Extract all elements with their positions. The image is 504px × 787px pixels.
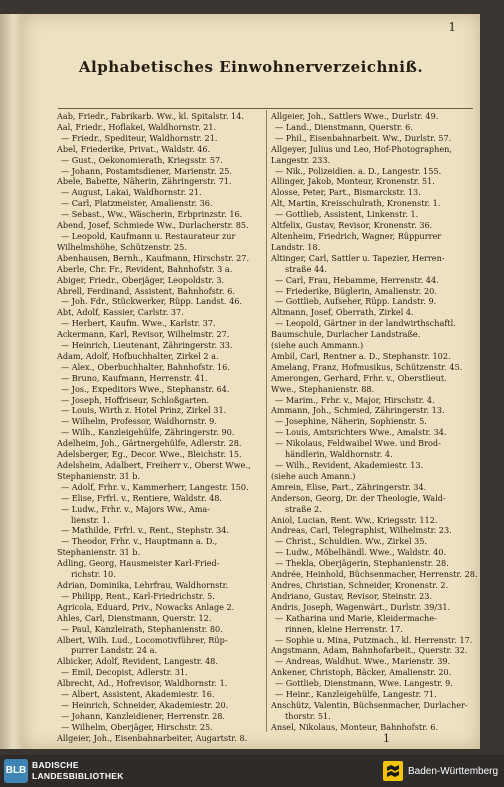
state-crest-icon <box>381 759 405 783</box>
directory-entry-line: — Carl, Frau, Hebamme, Herrenstr. 44. <box>275 274 439 285</box>
directory-entry-line: — Sophie u. Mina, Putzmach., kl. Herrenstr. 17. <box>275 634 473 645</box>
directory-entry-line: Andrée, Heinhold, Büchsenmacher, Herrenstr. 28. <box>271 569 478 580</box>
directory-entry-line: — Phil., Eisenbahnarbeit. Ww., Durlstr. 57. <box>275 132 452 143</box>
directory-entry-line: Abenhausen, Bernh., Kaufmann, Hirschstr. 27. <box>57 252 250 263</box>
directory-entry-line: — Gottlieb, Dienstmann, Wwe. Langestr. 9. <box>275 678 453 689</box>
directory-entry-line: — Ludw., Frhr. v., Majors Ww., Ama- <box>61 503 211 514</box>
directory-entry-line: Adelsberger, Eg., Decor. Wwe., Bleichstr. 15. <box>57 449 242 460</box>
directory-entry-line: — Alex., Oberbuchhalter, Bahnhofstr. 16. <box>61 361 230 372</box>
directory-entry-line: Andris, Joseph, Wagenwärt., Durlstr. 39/31. <box>271 601 451 612</box>
directory-entry-line: — Mathilde, Frfrl. v., Rent., Stephstr. 34. <box>61 525 230 536</box>
directory-entry-line: Angstmann, Adam, Bahnhofarbeit., Querstr. 32. <box>271 645 468 656</box>
directory-entry-line: — Katharina und Marie, Kleidermache- <box>275 612 437 623</box>
directory-entry-line: Altfelix, Gustav, Revisor, Kronenstr. 36. <box>271 220 433 231</box>
directory-entry-line: — Friedr., Spediteur, Waldhornstr. 21. <box>61 132 218 143</box>
directory-entry-line: — Elise, Frfrl. v., Rentiere, Waldstr. 48. <box>61 492 223 503</box>
directory-entry-line: — Wilhelm, Professor, Waldhornstr. 9. <box>61 416 217 427</box>
directory-entry-line: — Johann, Postamtsdiener, Marienstr. 25. <box>61 165 233 176</box>
directory-entry-line: — Paul, Kanzleirath, Stephanienstr. 80. <box>61 623 223 634</box>
directory-entry-line: — Johann, Kanzleidiener, Herrenstr. 28. <box>61 710 226 721</box>
directory-entry-line: Allgeier, Joh., Eisenbahnarbeiter, Augartstr. 8. <box>57 732 248 743</box>
directory-entry-line: Amerongen, Gerhard, Frhr. v., Oberstlieut. <box>271 372 447 383</box>
directory-entry-line: Agricola, Eduard, Priv., Nowacks Anlage 2. <box>57 601 235 612</box>
directory-entry-line: — Leopold, Kaufmann u. Restaurateur zur <box>61 230 236 241</box>
directory-entry-line: — Emil, Decopist, Adlerstr. 31. <box>61 667 188 678</box>
directory-entry-line: — Louis, Amtsrichters Wwe., Amalstr. 34. <box>275 427 447 438</box>
directory-entry-line: Abend, Josef, Schmiede Ww., Durlacherstr. 85. <box>57 220 249 231</box>
document-page <box>22 14 480 749</box>
directory-entry-line: Stephanienstr. 31 b. <box>57 547 141 558</box>
directory-entry-line: — Heinrich, Lieutenant, Zähringerstr. 33. <box>61 340 233 351</box>
directory-entry-line: purrer Landstr. 24 a. <box>71 645 158 656</box>
directory-entry-line: — Sebast., Ww., Wäscherin, Erbprinzstr. 16. <box>61 209 243 220</box>
page-title: Alphabetisches Einwohnerverzeichniß. <box>78 58 424 76</box>
directory-entry-line: Stephanienstr. 31 b. <box>57 470 141 481</box>
directory-entry-line: Wilhelmshöhe, Schützenstr. 25. <box>57 241 187 252</box>
directory-entry-line: Aberle, Chr. Fr., Revident, Bahnhofstr. 3 a. <box>57 263 233 274</box>
left-column <box>57 111 260 743</box>
directory-entry-line: — Friederike, Büglerin, Amalienstr. 20. <box>275 285 437 296</box>
directory-entry-line: Amrein, Elise, Part., Zähringerstr. 34. <box>271 481 427 492</box>
directory-entry-line: — Leopold, Gärtner in der landwirthschaftl. <box>275 318 456 329</box>
directory-entry-line: — Ludw., Möbelhändl. Wwe., Waldstr. 40. <box>275 547 447 558</box>
directory-entry-line: Anschütz, Valentin, Büchsenmacher, Durlacher- <box>271 699 468 710</box>
directory-entry-line: Allinger, Jakob, Monteur, Kronenstr. 51. <box>271 176 435 187</box>
book-spine <box>0 14 24 749</box>
directory-entry-line: — Theodor, Frhr. v., Hauptmann a. D., <box>61 536 218 547</box>
directory-entry-line: Abrell, Ferdinand, Assistent, Bahnhofstr. 6. <box>57 285 235 296</box>
title-rule <box>58 108 473 109</box>
directory-entry-line: — Wilhelm, Oberjäger, Hirschstr. 25. <box>61 721 213 732</box>
directory-entry-line: Abt, Adolf, Kassier, Carlstr. 37. <box>57 307 184 318</box>
directory-entry-line: Ackermann, Karl, Revisor, Wilhelmstr. 27. <box>57 329 230 340</box>
directory-entry-line: Altmann, Josef, Oberrath, Zirkel 4. <box>271 307 414 318</box>
directory-entry-line: Baumschule, Durlacher Landstraße. <box>271 329 421 340</box>
state-name: Baden-Württemberg <box>408 766 499 777</box>
directory-entry-line: — Andreas, Waldhut. Wwe., Marienstr. 39. <box>275 656 451 667</box>
library-name <box>32 760 124 782</box>
directory-entry-line: Ammann, Joh., Schmied, Zähringerstr. 13. <box>271 405 445 416</box>
directory-entry-line: händlerin, Waldhornstr. 4. <box>285 449 393 460</box>
directory-entry-line: — Carl, Platzmeister, Amalienstr. 36. <box>61 198 213 209</box>
directory-entry-line: — Louis, Wirth z. Hotel Prinz, Zirkel 31. <box>61 405 227 416</box>
directory-entry-line: — Thekla, Oberjägerin, Stephanienstr. 28. <box>275 558 449 569</box>
directory-entry-line: — Joh. Fdr., Stückwerker, Rüpp. Landst. 46. <box>61 296 243 307</box>
directory-entry-line: Amelang, Franz, Hofmusikus, Schützenstr. 45. <box>271 361 463 372</box>
library-name-line2: LANDESBIBLIOTHEK <box>32 771 124 781</box>
directory-entry-line: straße 44. <box>285 263 327 274</box>
directory-entry-line: Adelsheim, Adalbert, Freiherr v., Oberst Wwe., <box>57 460 251 470</box>
directory-entry-line: Andres, Christian, Schneider, Kronenstr. 2. <box>271 579 449 590</box>
directory-entry-line: Adrian, Dominika, Lehrfrau, Waldhornstr. <box>57 579 229 590</box>
directory-entry-line: (siehe auch Ammann.) <box>271 340 364 351</box>
page-number-bottom: 1 <box>383 732 390 745</box>
directory-entry-line: Adam, Adolf, Hofbuchhalter, Zirkel 2 a. <box>57 350 219 361</box>
directory-entry-line: Allgeier, Joh., Sattlers Wwe., Durlstr. 49. <box>271 111 439 121</box>
directory-entry-line: Anderson, Georg, Dr. der Theologie, Wald- <box>271 492 446 503</box>
directory-entry-line: Ankener, Christoph, Bäcker, Amalienstr. 20. <box>271 667 452 678</box>
directory-entry-line: — Nikolaus, Feldwaibel Wwe. und Brod- <box>275 438 441 449</box>
directory-entry-line: — Albert, Assistent, Akademiestr. 16. <box>61 689 215 700</box>
directory-entry-line: — Philipp, Rent., Karl-Friedrichstr. 5. <box>61 590 215 601</box>
directory-entry-line: Adelheim, Joh., Gärtnergehülfe, Adlerstr. 28. <box>57 438 242 449</box>
directory-entry-line: — Wilh., Revident, Akademiestr. 13. <box>275 460 424 470</box>
directory-entry-line: — Wilh., Kanzleigehülfe, Zähringerstr. 90. <box>61 427 235 438</box>
blb-logo: BLB <box>4 759 28 783</box>
directory-entry-line: (siehe auch Amann.) <box>271 470 356 481</box>
directory-entry-line: Abiger, Friedr., Oberjäger, Leopoldstr. 3. <box>57 274 225 285</box>
directory-entry-line: — Jos., Expeditors Wwe., Stephanstr. 64. <box>61 383 230 394</box>
directory-entry-line: Altenheim, Friedrich, Wagner, Rüppurrer <box>271 230 442 241</box>
directory-entry-line: Albert, Wilh. Lud., Locomotivführer, Rüp- <box>57 634 228 645</box>
directory-entry-line: Andriano, Gustav, Revisor, Steinstr. 23. <box>271 590 433 601</box>
directory-entry-line: — Bruno, Kaufmann, Herrenstr. 41. <box>61 372 208 383</box>
directory-entry-line: Alosse, Peter, Part., Bismarckstr. 13. <box>271 187 421 198</box>
directory-entry-line: — Gottlieb, Assistent, Linkenstr. 1. <box>275 209 419 220</box>
directory-entry-line: — Marim., Frhr. v., Major, Hirschstr. 4. <box>275 394 435 405</box>
directory-entry-line: Andreas, Carl, Telegraphist, Wilhelmstr. 23. <box>271 525 452 536</box>
directory-entry-line: richstr. 10. <box>71 569 116 580</box>
directory-entry-line: Aal, Friedr., Hoflakei, Waldhornstr. 21. <box>57 121 217 132</box>
directory-entry-line: Ahles, Carl, Dienstmann, Querstr. 12. <box>57 612 212 623</box>
directory-entry-line: Alt, Martin, Kreisschulrath, Kronenstr. 1. <box>271 198 441 209</box>
directory-entry-line: straße 2. <box>285 503 322 514</box>
right-column <box>271 111 478 732</box>
directory-entry-line: Adling, Georg, Hausmeister Karl-Fried- <box>57 558 220 569</box>
directory-entry-line: — Adolf, Frhr. v., Kammerherr, Langestr. 150. <box>61 481 249 492</box>
directory-entry-line: Albicker, Adolf, Revident, Langestr. 48. <box>57 656 218 667</box>
directory-entry-line: — Gottlieb, Aufseher, Rüpp. Landstr. 9. <box>275 296 437 307</box>
directory-entry-line: — Gust., Oekonomierath, Kriegsstr. 57. <box>61 154 223 165</box>
directory-entry-line: Aniol, Lucian, Rent. Ww., Kriegsstr. 112. <box>271 514 438 525</box>
directory-entry-line: — Christ., Schuldien. Ww., Zirkel 35. <box>275 536 428 547</box>
directory-entry-line: Albrecht, Ad., Hofrevisor, Waldhornstr. 1. <box>57 678 228 689</box>
directory-entry-line: — Land., Dienstmann, Querstr. 6. <box>275 121 413 132</box>
directory-entry-line: — Heinr., Kanzleigehülfe, Langestr. 71. <box>275 689 437 700</box>
directory-entry-line: thorstr. 51. <box>285 710 331 721</box>
column-divider <box>266 110 267 732</box>
directory-entry-line: Ansel, Nikolaus, Monteur, Bahnhofstr. 6. <box>271 721 439 732</box>
directory-entry-line: — Heinrich, Schneider, Akademiestr. 20. <box>61 699 229 710</box>
directory-entry-line: Wwe., Stephanienstr. 88. <box>271 383 375 394</box>
directory-entry-line: — Joseph, Hoffriseur, Schloßgarten. <box>61 394 210 405</box>
directory-entry-line: Aab, Friedr., Fabrikarb. Ww., kl. Spitalstr. 14. <box>57 111 244 121</box>
directory-entry-line: — Nik., Polizeidien. a. D., Langestr. 155. <box>275 165 442 176</box>
directory-entry-line: Landstr. 18. <box>271 241 321 252</box>
library-name-line1: BADISCHE <box>32 760 79 770</box>
directory-entry-line: — August, Lakai, Waldhornstr. 21. <box>61 187 202 198</box>
directory-entry-line: Abel, Friederike, Privat., Waldstr. 46. <box>57 143 211 154</box>
directory-entry-line: Langestr. 233. <box>271 154 331 165</box>
directory-entry-line: — Herbert, Kaufm. Wwe., Karlstr. 37. <box>61 318 216 329</box>
directory-entry-line: — Josephine, Näherin, Sophienstr. 5. <box>275 416 427 427</box>
directory-entry-line: Ambil, Carl, Rentner a. D., Stephanstr. 102. <box>271 350 451 361</box>
directory-entry-line: Altinger, Carl, Sattler u. Tapezier, Herren- <box>271 252 445 263</box>
directory-entry-line: rinnen, kleine Herrenstr. 17. <box>285 623 403 634</box>
directory-entry-line: lienstr. 1. <box>71 514 110 525</box>
directory-entry-line: Allgeyer, Julius und Leo, Hof-Photographen, <box>271 143 452 154</box>
page-number-top: 1 <box>448 20 456 34</box>
directory-entry-line: Abele, Babette, Näherin, Zähringerstr. 71. <box>57 176 232 187</box>
